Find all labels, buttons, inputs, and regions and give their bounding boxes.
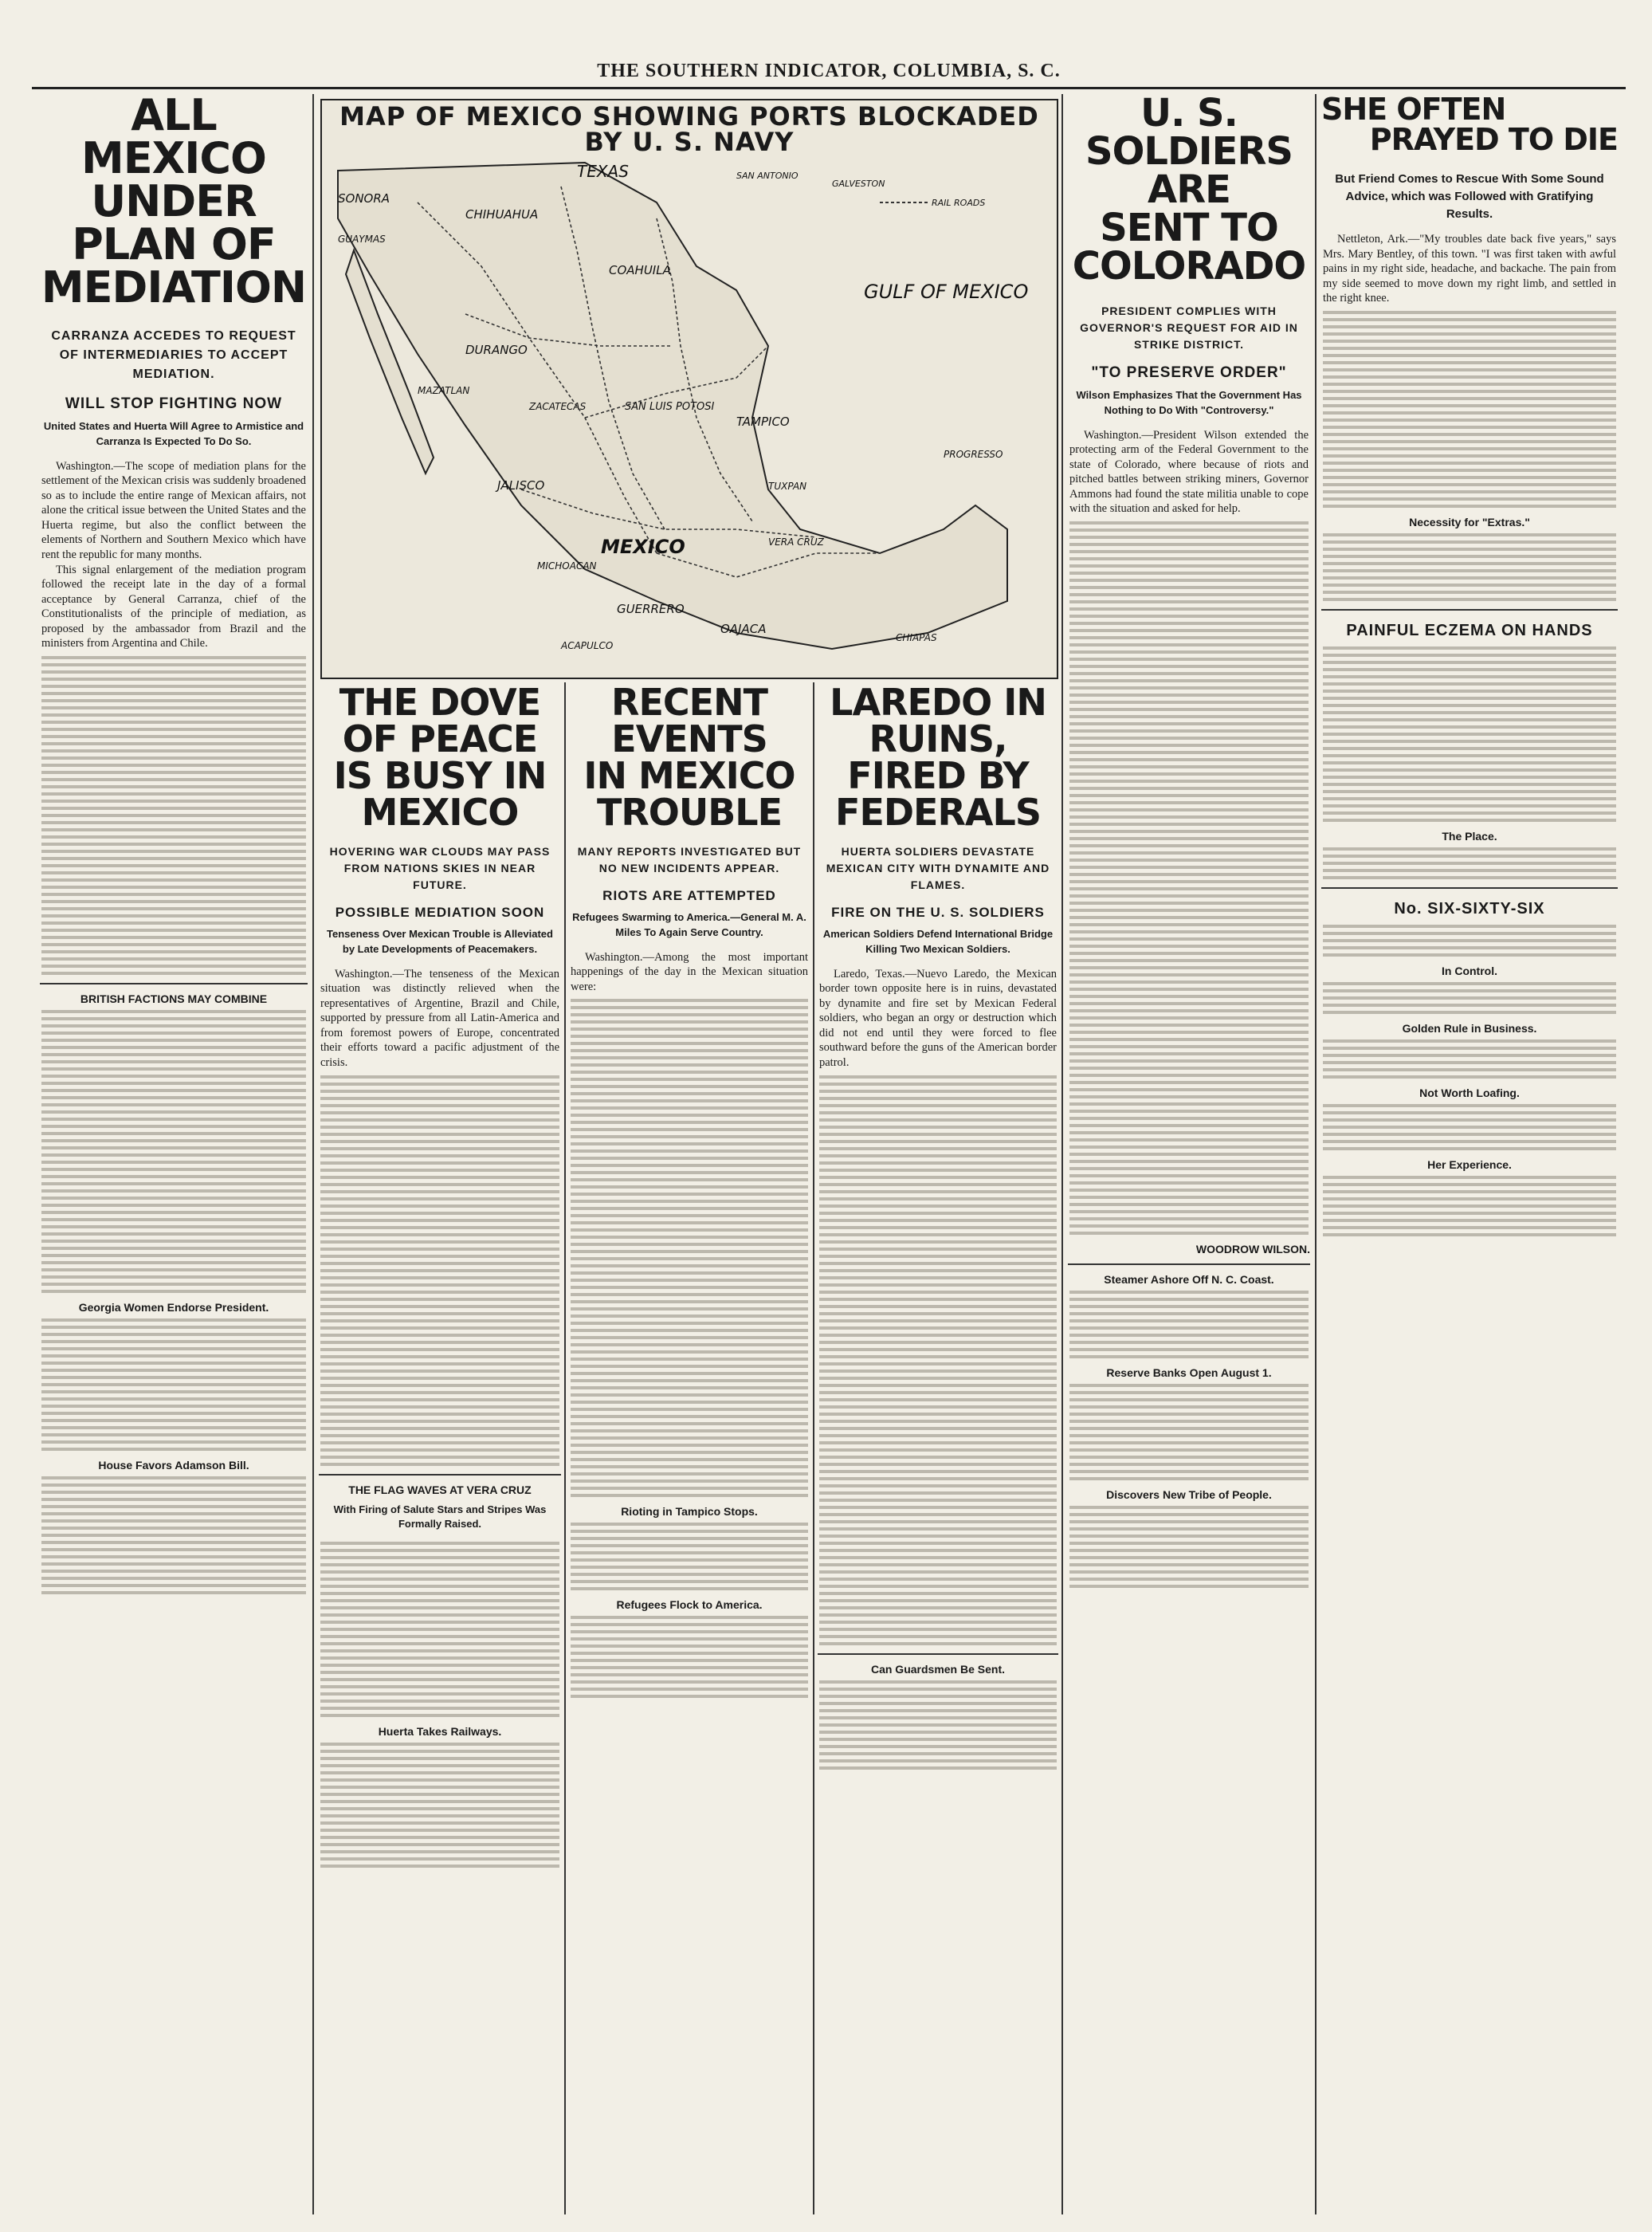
text-block xyxy=(1321,1104,1618,1150)
text-block xyxy=(40,1476,308,1594)
text-block xyxy=(1321,1176,1618,1236)
column-rule xyxy=(1315,94,1316,2214)
section-heading: Her Experience. xyxy=(1427,1157,1512,1171)
section-heading: Reserve Banks Open August 1. xyxy=(1106,1366,1272,1379)
subhead: WILL STOP FIGHTING NOW xyxy=(65,395,283,412)
section-heading: Rioting in Tampico Stops. xyxy=(621,1505,758,1519)
subdeck: Wilson Emphasizes That the Government Has Nothing to Do With "Controversy." xyxy=(1076,389,1302,416)
section-heading: PAINFUL ECZEMA ON HANDS xyxy=(1346,621,1593,639)
section-heading: House Favors Adamson Bill. xyxy=(98,1458,249,1472)
text-block xyxy=(1068,1506,1310,1588)
text-block xyxy=(40,656,308,975)
map-label-galveston: GALVESTON xyxy=(832,179,885,189)
headline: RECENT EVENTS xyxy=(611,684,767,760)
deck: CARRANZA ACCEDES TO REQUEST OF INTERMEDIARIES TO ACCEPT MEDIATION. xyxy=(51,329,296,381)
signature: WOODROW WILSON. xyxy=(1195,1242,1310,1256)
headline: PLAN OF MEDIATION xyxy=(41,219,307,312)
text-block xyxy=(569,1523,810,1590)
text-block xyxy=(1321,311,1618,508)
text-block xyxy=(1068,521,1310,1235)
text-block xyxy=(1321,533,1618,601)
map-label-mazatlan: MAZATLAN xyxy=(418,385,470,396)
subdeck: United States and Huerta Will Agree to Armistice and Carranza Is Expected To Do So. xyxy=(43,420,304,447)
section-heading: In Control. xyxy=(1442,964,1497,977)
map-svg xyxy=(322,155,1054,690)
column-dove-of-peace xyxy=(319,684,561,2214)
map-label-acapulco: ACAPULCO xyxy=(561,640,614,651)
map-label-veracruz: VERA CRUZ xyxy=(768,536,824,548)
article-paragraph: Nettleton, Ark.—"My troubles date back five years," says Mrs. Mary Bentley, of this town. "I was first taken with awful pains in my right side, headache, and backache. The pain from my side seemed to move down my right limb, and settled in the right knee. xyxy=(1323,233,1616,305)
text-block xyxy=(1321,646,1618,822)
section-heading: Golden Rule in Business. xyxy=(1402,1021,1537,1035)
map-label-sonora: SONORA xyxy=(338,191,390,206)
section-heading: The Place. xyxy=(1442,829,1497,843)
headline: PRAYED TO DIE xyxy=(1369,122,1618,157)
article-paragraph: Washington.—The tenseness of the Mexican situation was distinctly relieved when the representatives of Argentine, Brazil and Chile, supported by pressure from all Latin-America and from foremost powers of Europe, concentrated their efforts toward a pacific adjustment of the crisis. xyxy=(320,967,559,1069)
column-rule xyxy=(564,682,566,2214)
headline: ALL MEXICO UNDER xyxy=(81,94,266,226)
text-block xyxy=(1068,1384,1310,1480)
map-label-tuxpan: TUXPAN xyxy=(768,481,807,492)
map-label-oajaca: OAJACA xyxy=(720,622,767,636)
map-label-durango: DURANGO xyxy=(465,343,528,357)
column-rule xyxy=(813,682,814,2214)
article-paragraph: Washington.—President Wilson extended the protecting arm of the Federal Government to the state of Colorado, where because of riots and pitched battles between striking miners, Governor Ammons had found the state militia unable to cope with the situation and asked for help. xyxy=(1069,428,1309,516)
text-block xyxy=(569,999,810,1497)
subhead: RIOTS ARE ATTEMPTED xyxy=(602,888,776,903)
deck: MANY REPORTS INVESTIGATED BUT NO NEW INCIDENTS APPEAR. xyxy=(577,845,802,874)
text-block xyxy=(569,1616,810,1698)
map-label-chiapas: CHIAPAS xyxy=(896,632,937,643)
section-heading: THE FLAG WAVES AT VERA CRUZ xyxy=(348,1483,532,1496)
text-block xyxy=(319,1743,561,1868)
map-label-sanluis: SAN LUIS POTOSI xyxy=(625,401,715,413)
section-heading: Necessity for "Extras." xyxy=(1409,515,1530,529)
section-heading: Can Guardsmen Be Sent. xyxy=(870,1662,1006,1676)
headline: IN MEXICO TROUBLE xyxy=(583,754,795,834)
text-block xyxy=(40,1010,308,1293)
deck: PRESIDENT COMPLIES WITH GOVERNOR'S REQUEST FOR AID IN STRIKE DISTRICT. xyxy=(1080,305,1298,351)
map-label-coahuila: COAHUILA xyxy=(609,263,671,277)
headline: FIRED BY FEDERALS xyxy=(835,754,1041,834)
section-heading: Discovers New Tribe of People. xyxy=(1106,1487,1272,1501)
map-label-mexico: MEXICO xyxy=(601,536,685,558)
map-label-progresso: PROGRESSO xyxy=(944,449,1003,460)
subdeck: Refugees Swarming to America.—General M. A. Miles To Again Serve Country. xyxy=(572,911,806,938)
text-block xyxy=(1068,1291,1310,1358)
column-rule xyxy=(1061,94,1063,2214)
section-heading: BRITISH FACTIONS MAY COMBINE xyxy=(80,992,268,1005)
section-heading: Steamer Ashore Off N. C. Coast. xyxy=(1104,1272,1274,1286)
map-label-tampico: TAMPICO xyxy=(736,415,790,429)
text-block xyxy=(1321,982,1618,1014)
article-paragraph: Washington.—Among the most important happenings of the day in the Mexican situation were: xyxy=(571,950,808,993)
subdeck: With Firing of Salute Stars and Stripes Was Formally Raised. xyxy=(333,1503,547,1531)
map-label-zacatecas: ZACATECAS xyxy=(529,401,587,412)
article-paragraph: This signal enlargement of the mediation program followed the receipt late in the day of a formal acceptance by General Carranza, chief of the Constitutionalists of the principle of mediation, as proposed by the ambassador from Brazil and the ministers from Argentina and Chile. xyxy=(41,563,306,650)
headline: SHE OFTEN xyxy=(1321,94,1506,127)
text-block xyxy=(319,1075,561,1466)
text-block xyxy=(818,1075,1058,1645)
deck: HUERTA SOLDIERS DEVASTATE MEXICAN CITY WITH DYNAMITE AND FLAMES. xyxy=(826,845,1050,891)
masthead: THE SOUTHERN INDICATOR, COLUMBIA, S. C. xyxy=(32,61,1626,89)
column-rule xyxy=(312,94,314,2214)
text-block xyxy=(319,1542,561,1717)
headline: U. S. SOLDIERS ARE xyxy=(1085,94,1293,212)
section-heading: Refugees Flock to America. xyxy=(616,1598,763,1612)
subdeck: Tenseness Over Mexican Trouble is Alleviated by Late Developments of Peacemakers. xyxy=(327,928,553,955)
subhead: "TO PRESERVE ORDER" xyxy=(1091,364,1287,381)
section-heading: No. SIX-SIXTY-SIX xyxy=(1394,899,1545,918)
column-mexico-mediation xyxy=(40,94,308,2214)
subhead: FIRE ON THE U. S. SOLDIERS xyxy=(831,905,1045,920)
map-label-texas: TEXAS xyxy=(577,162,629,181)
deck: HOVERING WAR CLOUDS MAY PASS FROM NATIONS SKIES IN NEAR FUTURE. xyxy=(329,845,551,891)
column-she-often-prayed xyxy=(1321,94,1618,2214)
column-recent-events xyxy=(569,684,810,2214)
section-heading: Georgia Women Endorse President. xyxy=(78,1300,269,1314)
text-block xyxy=(1321,847,1618,879)
map-label-sanantonio: SAN ANTONIO xyxy=(736,171,799,181)
map-label-chihuahua: CHIHUAHUA xyxy=(465,207,539,222)
text-block xyxy=(40,1318,308,1451)
map-label-michoacan: MICHOACAN xyxy=(537,560,597,572)
section-heading: Huerta Takes Railways. xyxy=(378,1725,502,1739)
section-heading: Not Worth Loafing. xyxy=(1419,1086,1520,1099)
map-label-gulf: GULF OF MEXICO xyxy=(864,281,1029,303)
text-block xyxy=(818,1680,1058,1770)
text-block xyxy=(1321,1039,1618,1079)
column-laredo-in-ruins xyxy=(818,684,1058,2214)
subhead: POSSIBLE MEDIATION SOON xyxy=(335,905,545,920)
headline: IS BUSY IN MEXICO xyxy=(333,754,547,834)
article-paragraph: Washington.—The scope of mediation plans for the settlement of the Mexican crisis was suddenly broadened so as to include the entire range of Mexican affairs, not alone the critical issue between the United States and the Huerta regime, but also the conflict between the elements of Northern and Southern Mexico which have rent the republic for many months. xyxy=(41,459,306,561)
map-title: MAP OF MEXICO SHOWING PORTS BLOCKADED BY U. S. NAVY xyxy=(339,101,1039,157)
article-paragraph: Laredo, Texas.—Nuevo Laredo, the Mexican border town opposite here is in ruins, devastated by dynamite and fire set by Mexican Federal soldiers, who began an orgy or destruction which did not end until they were forced to flee southward before the guns of the American border patrol. xyxy=(819,967,1057,1069)
map-label-guaymas: GUAYMAS xyxy=(338,234,386,245)
column-soldiers-to-colorado xyxy=(1068,94,1310,2214)
headline: SENT TO COLORADO xyxy=(1072,206,1306,289)
deck: But Friend Comes to Rescue With Some Sound Advice, which was Followed with Gratifying Results. xyxy=(1335,172,1604,221)
text-block xyxy=(1321,925,1618,957)
map-label-guerrero: GUERRERO xyxy=(617,602,685,616)
headline: THE DOVE OF PEACE xyxy=(339,684,541,760)
headline: LAREDO IN RUINS, xyxy=(830,684,1046,760)
map-label-jalisco: JALISCO xyxy=(497,478,545,493)
map-of-mexico xyxy=(320,99,1058,679)
subdeck: American Soldiers Defend International Bridge Killing Two Mexican Soldiers. xyxy=(822,928,1054,955)
map-label-legend: RAIL ROADS xyxy=(932,198,986,208)
